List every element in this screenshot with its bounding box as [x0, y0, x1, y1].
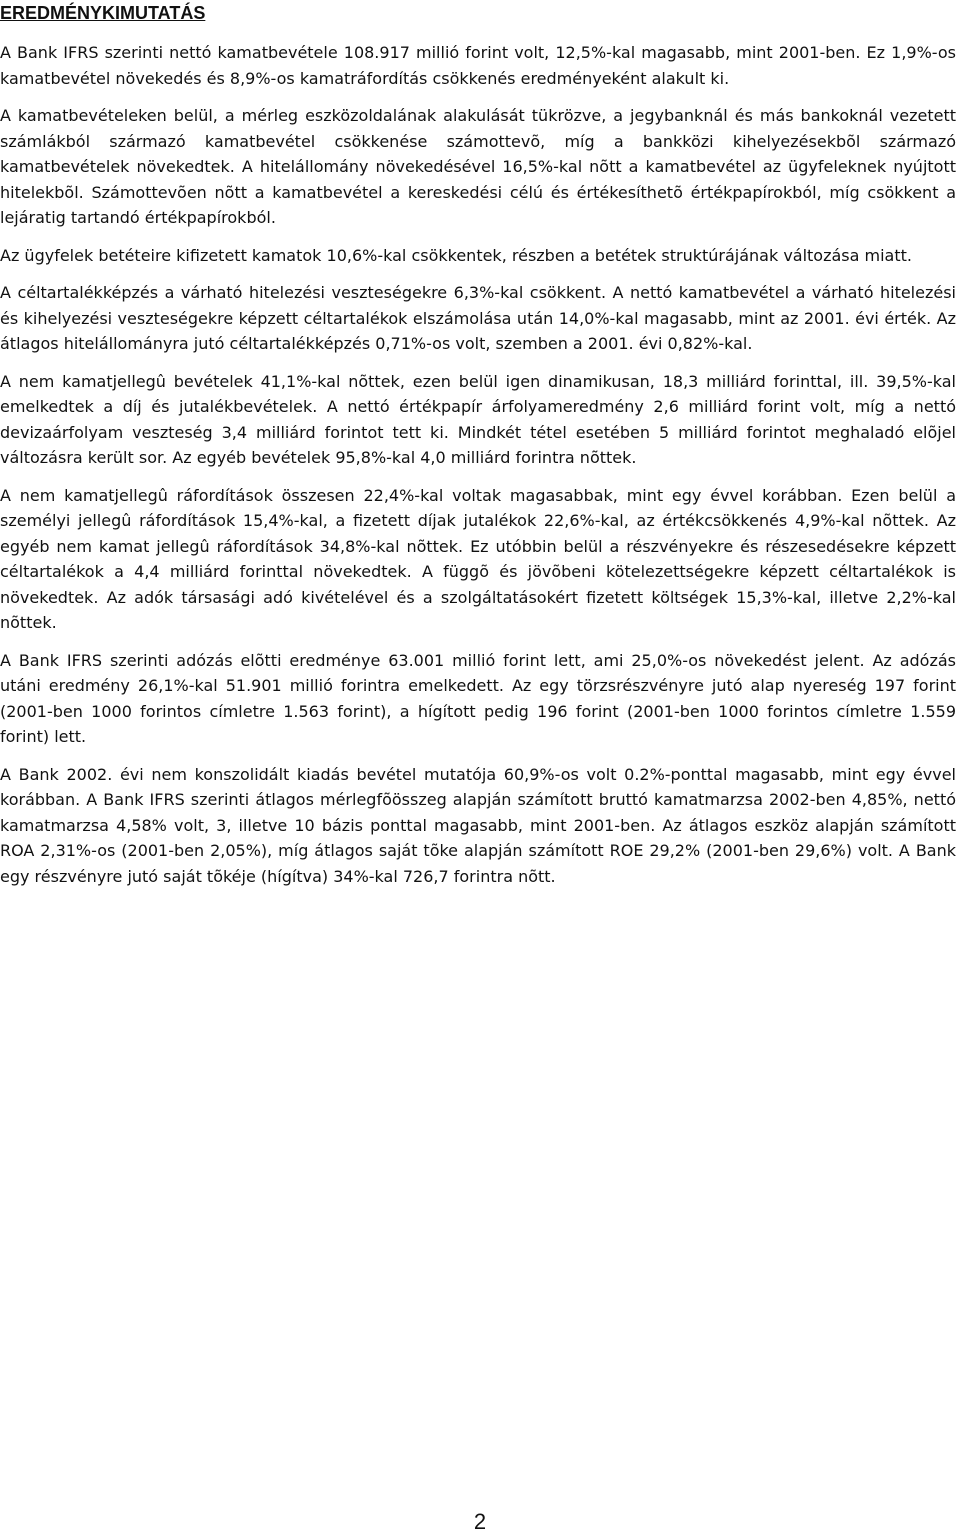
paragraph-interest-income-breakdown: A kamatbevételeken belül, a mérleg eszközoldalának alakulását tükrözve, a jegybanknál és más bankoknál vezetett számlákból származó kamatbevétel csökkenése számottevõ, míg a bankközi kihelyezésekbõl származó kamatbevételek növekedtek. A hitelállomány növekedésével 16,5%-kal nõtt a kamatbevétel az ügyfeleknek nyújtott hitelekbõl. Számottevõen nõtt a kamatbevétel a kereskedési célú és értékesíthetõ értékpapírokból, míg csökkent a lejáratig tartandó értékpapírokból. [0, 106, 956, 227]
page-number: 2 [473, 1509, 487, 1534]
paragraph-ratios: A Bank 2002. évi nem konszolidált kiadás bevétel mutatója 60,9%-os volt 0.2%-ponttal magasabb, mint egy évvel korábban. A Bank IFRS szerinti átlagos mérlegfõösszeg alapján számított bruttó kamatmarzsa 2002-ben 4,85%, nettó kamatmarzsa 4,58% volt, 3, illetve 10 bázis ponttal magasabb, mint 2001-ben. Az átlagos eszköz alapján számított ROA 2,31%-os (2001-ben 2,05%), míg átlagos saját tõke alapján számított ROE 29,2% (2001-ben 29,6%) volt. A Bank egy részvényre jutó saját tõkéje (hígítva) 34%-kal 726,7 forintra nõtt. [0, 764, 956, 886]
paragraph-pretax-profit: A Bank IFRS szerinti adózás elõtti eredménye 63.001 millió forint lett, ami 25,0%-os növekedést jelent. Az adózás utáni eredmény 26,1%-kal 51.901 millió forintra emelkedett. Az egy törzsrészvényre jutó alap nyereség 197 forint (2001-ben 1000 forintos címletre 1.563 forint), a hígított pedig 196 forint (2001-ben 1000 forintos címletre 1.559 forint) lett. [0, 650, 956, 746]
paragraph-net-interest-income: A Bank IFRS szerinti nettó kamatbevétele 108.917 millió forint volt, 12,5%-kal magasabb, mint 2001-ben. Ez 1,9%-os kamatbevétel növekedés és 8,9%-os kamatráfordítás csökkenés eredményeként alakult ki. [0, 43, 956, 88]
paragraph-provisions: A céltartalékképzés a várható hitelezési veszteségekre 6,3%-kal csökkent. A nettó kamatbevétel a várható hitelezési és kihelyezési veszteségekre képzett céltartalékok elszámolása után 14,0%-kal magasabb, mint az 2001. évi érték. Az átlagos hitelállományra jutó céltartalékképzés 0,71%-os volt, szemben a 2001. évi 0,82%-kal. [0, 283, 956, 353]
page-heading: EREDMÉNYKIMUTATÁS [0, 3, 206, 23]
paragraph-non-interest-income: A nem kamatjellegû bevételek 41,1%-kal nõttek, ezen belül igen dinamikusan, 18,3 milliárd forinttal, ill. 39,5%-kal emelkedtek a díj és jutalékbevételek. A nettó értékpapír árfolyameredmény 2,6 milliárd forint volt, míg a nettó devizaárfolyam veszteség 3,4 milliárd forintot tett ki. Mindkét tétel esetében 5 milliárd forintot meghaladó elõjel változásra került sor. Az egyéb bevételek 95,8%-kal 4,0 milliárd forintra nõttek. [0, 371, 956, 467]
paragraph-deposit-interest: Az ügyfelek betéteire kifizetett kamatok 10,6%-kal csökkentek, részben a betétek struktúrájának változása miatt. [0, 245, 912, 265]
document-body [0, 40, 956, 901]
paragraph-non-interest-expenses: A nem kamatjellegû ráfordítások összesen 22,4%-kal voltak magasabbak, mint egy évvel korábban. Ezen belül a személyi jellegû ráfordítások 15,4%-kal, a fizetett díjak jutalékok 22,6%-kal, az értékcsökkenés 4,9%-kal nõttek. Az egyéb nem kamat jellegû ráfordítások 34,8%-kal nõttek. Ez utóbbin belül a részvényekre és részesedésekre képzett céltartalékok a 4,4 milliárd forinttal növekedtek. A függõ és jövõbeni kötelezettségekre képzett céltartalékok is növekedtek. Az adók társasági adó kivételével és a szolgáltatásokért fizetett költségek 15,3%-kal, illetve 2,2%-kal nõttek. [0, 485, 956, 632]
